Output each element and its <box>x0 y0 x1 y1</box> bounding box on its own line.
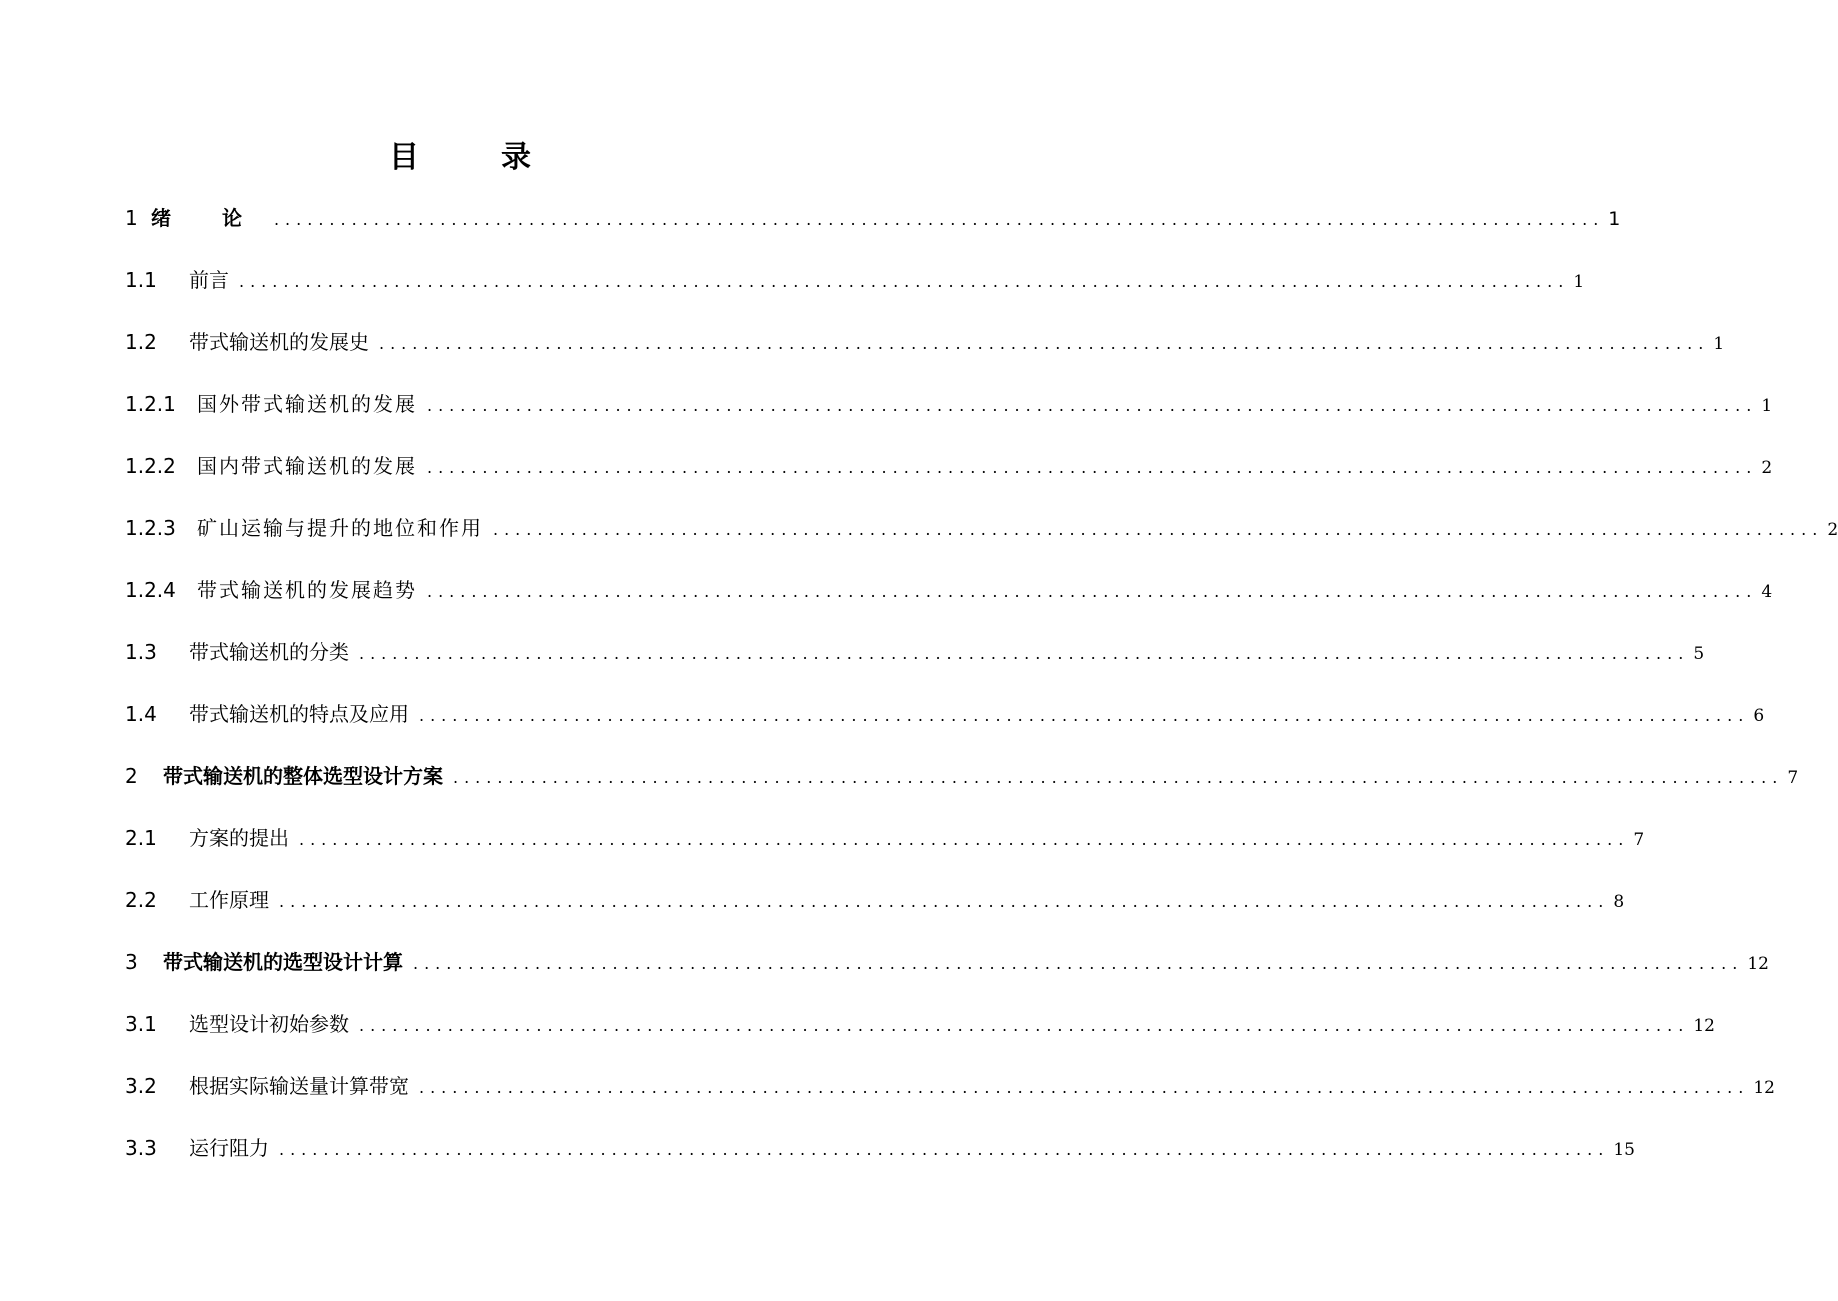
toc-entry[interactable] <box>125 568 1773 630</box>
toc-entry-title: 带式输送机的选型设计计算 <box>163 950 403 974</box>
toc-entry-title: 带式输送机的发展趋势 <box>197 578 417 602</box>
dot-leader: ........................................................................................................................ <box>359 1016 1690 1035</box>
dot-leader: ........................................................................................................................ <box>427 396 1758 415</box>
toc-entry-title: 国内带式输送机的发展 <box>197 454 417 478</box>
toc-entry[interactable] <box>125 940 1769 1002</box>
toc-entry-title: 选型设计初始参数 <box>189 1012 349 1036</box>
toc-entry-page: 2 <box>1827 520 1838 540</box>
table-of-contents <box>125 196 1838 1188</box>
dot-leader: ........................................................................................................................ <box>379 334 1710 353</box>
toc-entry-title: 带式输送机的分类 <box>189 640 349 664</box>
toc-entry[interactable] <box>125 196 1621 258</box>
toc-entry-page: 7 <box>1787 768 1799 788</box>
toc-entry-number: 1.3 <box>125 640 157 664</box>
toc-entry[interactable] <box>125 816 1645 878</box>
toc-entry-number: 1.4 <box>125 702 157 726</box>
toc-entry-page: 1 <box>1608 208 1621 230</box>
toc-entry-number: 1.2.4 <box>125 578 176 602</box>
toc-entry-title: 带式输送机的发展史 <box>189 330 369 354</box>
toc-entry-page: 2 <box>1761 458 1773 478</box>
toc-entry[interactable] <box>125 382 1773 444</box>
toc-entry-number: 2.1 <box>125 826 157 850</box>
toc-entry-title: 方案的提出 <box>189 826 289 850</box>
dot-leader: ........................................................................................................................ <box>427 582 1758 601</box>
toc-entry-page: 12 <box>1753 1078 1775 1098</box>
toc-entry-title: 前言 <box>189 268 229 292</box>
toc-entry-page: 1 <box>1713 334 1725 354</box>
toc-entry[interactable] <box>125 258 1585 320</box>
toc-entry-page: 6 <box>1753 706 1765 726</box>
toc-entry[interactable] <box>125 1064 1775 1126</box>
toc-entry[interactable] <box>125 692 1765 754</box>
toc-entry-page: 5 <box>1693 644 1705 664</box>
toc-entry-number: 1.2.2 <box>125 454 176 478</box>
toc-entry-number: 1.2 <box>125 330 157 354</box>
toc-entry-page: 1 <box>1761 396 1773 416</box>
toc-entry[interactable] <box>125 630 1705 692</box>
toc-entry-page: 7 <box>1633 830 1645 850</box>
toc-entry-page: 4 <box>1761 582 1773 602</box>
toc-entry-number: 3.1 <box>125 1012 157 1036</box>
toc-entry-page: 15 <box>1613 1140 1635 1160</box>
toc-entry[interactable] <box>125 1126 1635 1188</box>
toc-entry-title: 工作原理 <box>189 888 269 912</box>
toc-entry-page: 1 <box>1573 272 1585 292</box>
dot-leader: ........................................................................................................................ <box>493 520 1824 539</box>
toc-entry-title: 国外带式输送机的发展 <box>197 392 417 416</box>
toc-entry-page: 8 <box>1613 892 1625 912</box>
dot-leader: ........................................................................................................................ <box>419 1078 1750 1097</box>
toc-entry-title: 带式输送机的特点及应用 <box>189 702 409 726</box>
toc-entry-number: 3.2 <box>125 1074 157 1098</box>
dot-leader: ........................................................................................................................ <box>299 830 1630 849</box>
toc-entry[interactable] <box>125 1002 1715 1064</box>
toc-entry-number: 2 <box>125 764 138 788</box>
toc-entry-title: 矿山运输与提升的地位和作用 <box>197 516 483 540</box>
toc-entry-number: 3 <box>125 950 138 974</box>
toc-entry-page: 12 <box>1747 954 1769 974</box>
dot-leader: ........................................................................................................................ <box>413 954 1744 973</box>
dot-leader: ........................................................................................................................ <box>279 1140 1610 1159</box>
toc-entry-title: 带式输送机的整体选型设计方案 <box>163 764 443 788</box>
toc-entry[interactable] <box>125 754 1799 816</box>
dot-leader: ........................................................................................................................ <box>427 458 1758 477</box>
toc-entry[interactable] <box>125 506 1838 568</box>
toc-entry-title: 绪 论 <box>151 206 264 230</box>
toc-entry-number: 2.2 <box>125 888 157 912</box>
toc-entry[interactable] <box>125 320 1725 382</box>
dot-leader: ........................................................................................................................ <box>239 272 1570 291</box>
dot-leader: ........................................................................................................................ <box>273 210 1605 229</box>
toc-entry-number: 3.3 <box>125 1136 157 1160</box>
toc-entry-number: 1.2.1 <box>125 392 176 416</box>
toc-entry-title: 根据实际输送量计算带宽 <box>189 1074 409 1098</box>
dot-leader: ........................................................................................................................ <box>453 768 1784 787</box>
toc-entry[interactable] <box>125 444 1773 506</box>
dot-leader: ........................................................................................................................ <box>279 892 1610 911</box>
dot-leader: ........................................................................................................................ <box>419 706 1750 725</box>
dot-leader: ........................................................................................................................ <box>359 644 1690 663</box>
toc-entry-number: 1.1 <box>125 268 157 292</box>
toc-entry-number: 1.2.3 <box>125 516 176 540</box>
toc-entry-page: 12 <box>1693 1016 1715 1036</box>
toc-entry-number: 1 <box>125 206 138 230</box>
page-title: 目 录 <box>389 140 557 175</box>
toc-entry-title: 运行阻力 <box>189 1136 269 1160</box>
toc-entry[interactable] <box>125 878 1625 940</box>
